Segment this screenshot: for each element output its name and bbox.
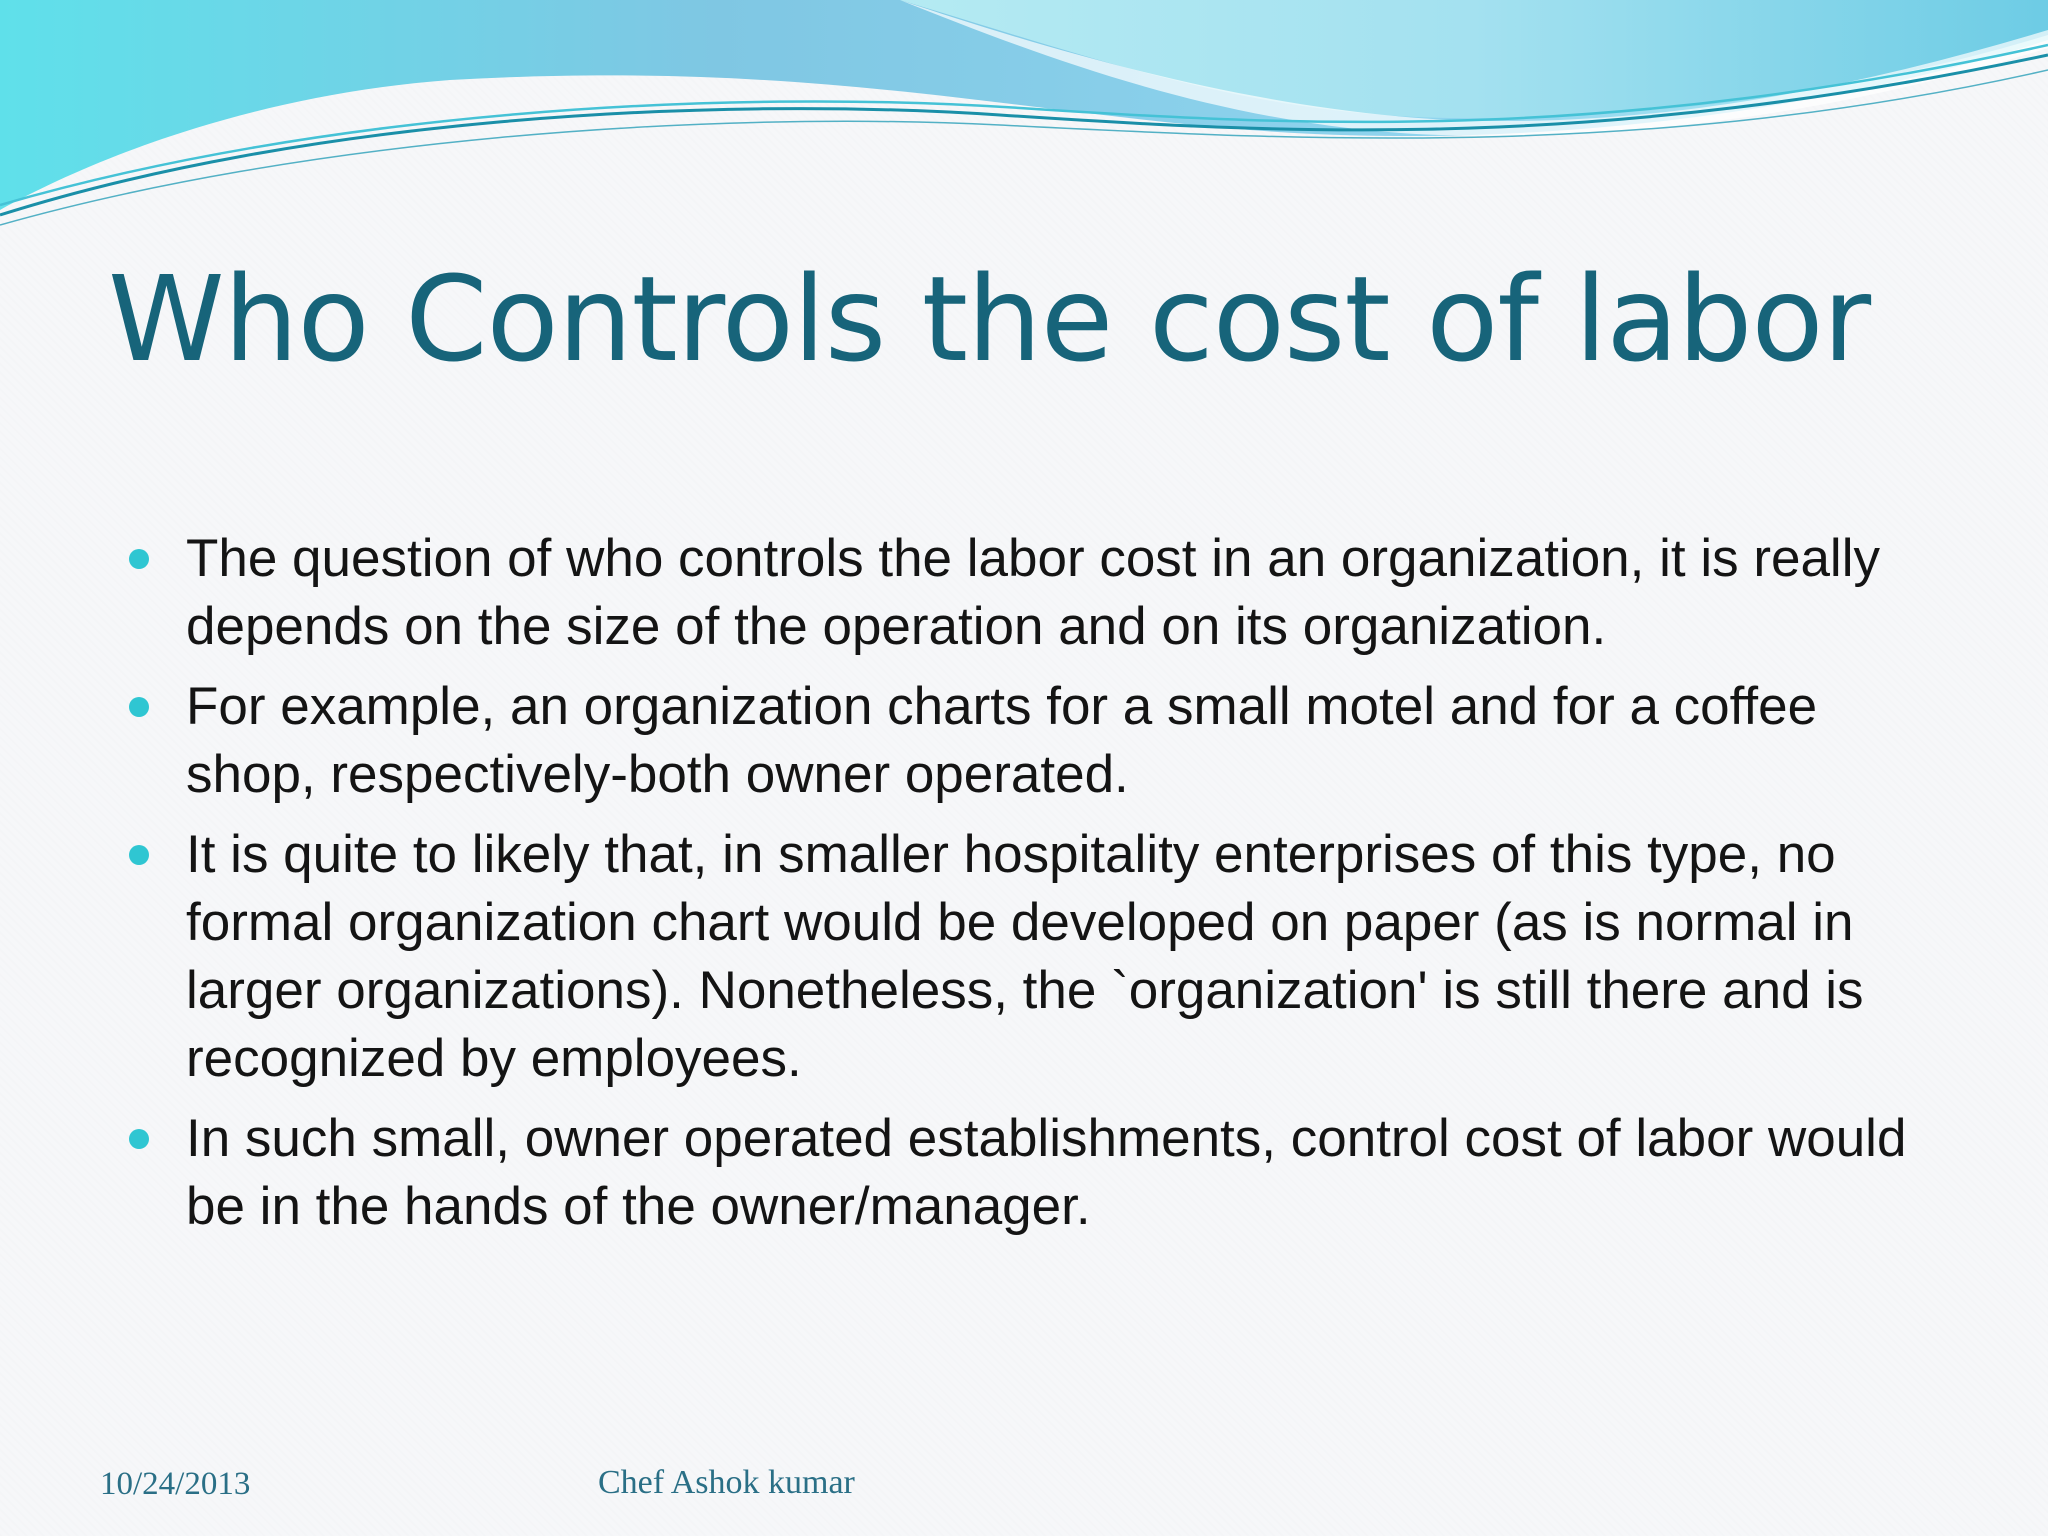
bullet-item: [126, 1105, 1926, 1241]
bullet-dot-icon: [129, 845, 149, 865]
bullet-list: [126, 525, 1926, 1253]
header-wave-decoration: [0, 0, 2048, 240]
slide-title: Who Controls the cost of labor: [108, 250, 1871, 388]
bullet-text: For example, an organization charts for a small motel and for a coffee shop, respectively-both owner operated.: [186, 677, 1818, 804]
bullet-text: In such small, owner operated establishments, control cost of labor would be in the hands of the owner/manager.: [186, 1109, 1907, 1236]
footer-date: 10/24/2013: [100, 1466, 251, 1502]
bullet-dot-icon: [129, 549, 149, 569]
bullet-item: [126, 673, 1926, 809]
bullet-item: [126, 525, 1926, 661]
bullet-dot-icon: [129, 697, 149, 717]
bullet-text: The question of who controls the labor cost in an organization, it is really depends on the size of the operation and on its organization.: [186, 529, 1880, 656]
footer-author: Chef Ashok kumar: [598, 1464, 855, 1501]
bullet-dot-icon: [129, 1129, 149, 1149]
bullet-text: It is quite to likely that, in smaller hospitality enterprises of this type, no formal organization chart would be developed on paper (as is normal in larger organizations). Nonetheless, the `organization' is still there and is recognized by employees.: [186, 825, 1864, 1088]
bullet-item: [126, 821, 1926, 1093]
